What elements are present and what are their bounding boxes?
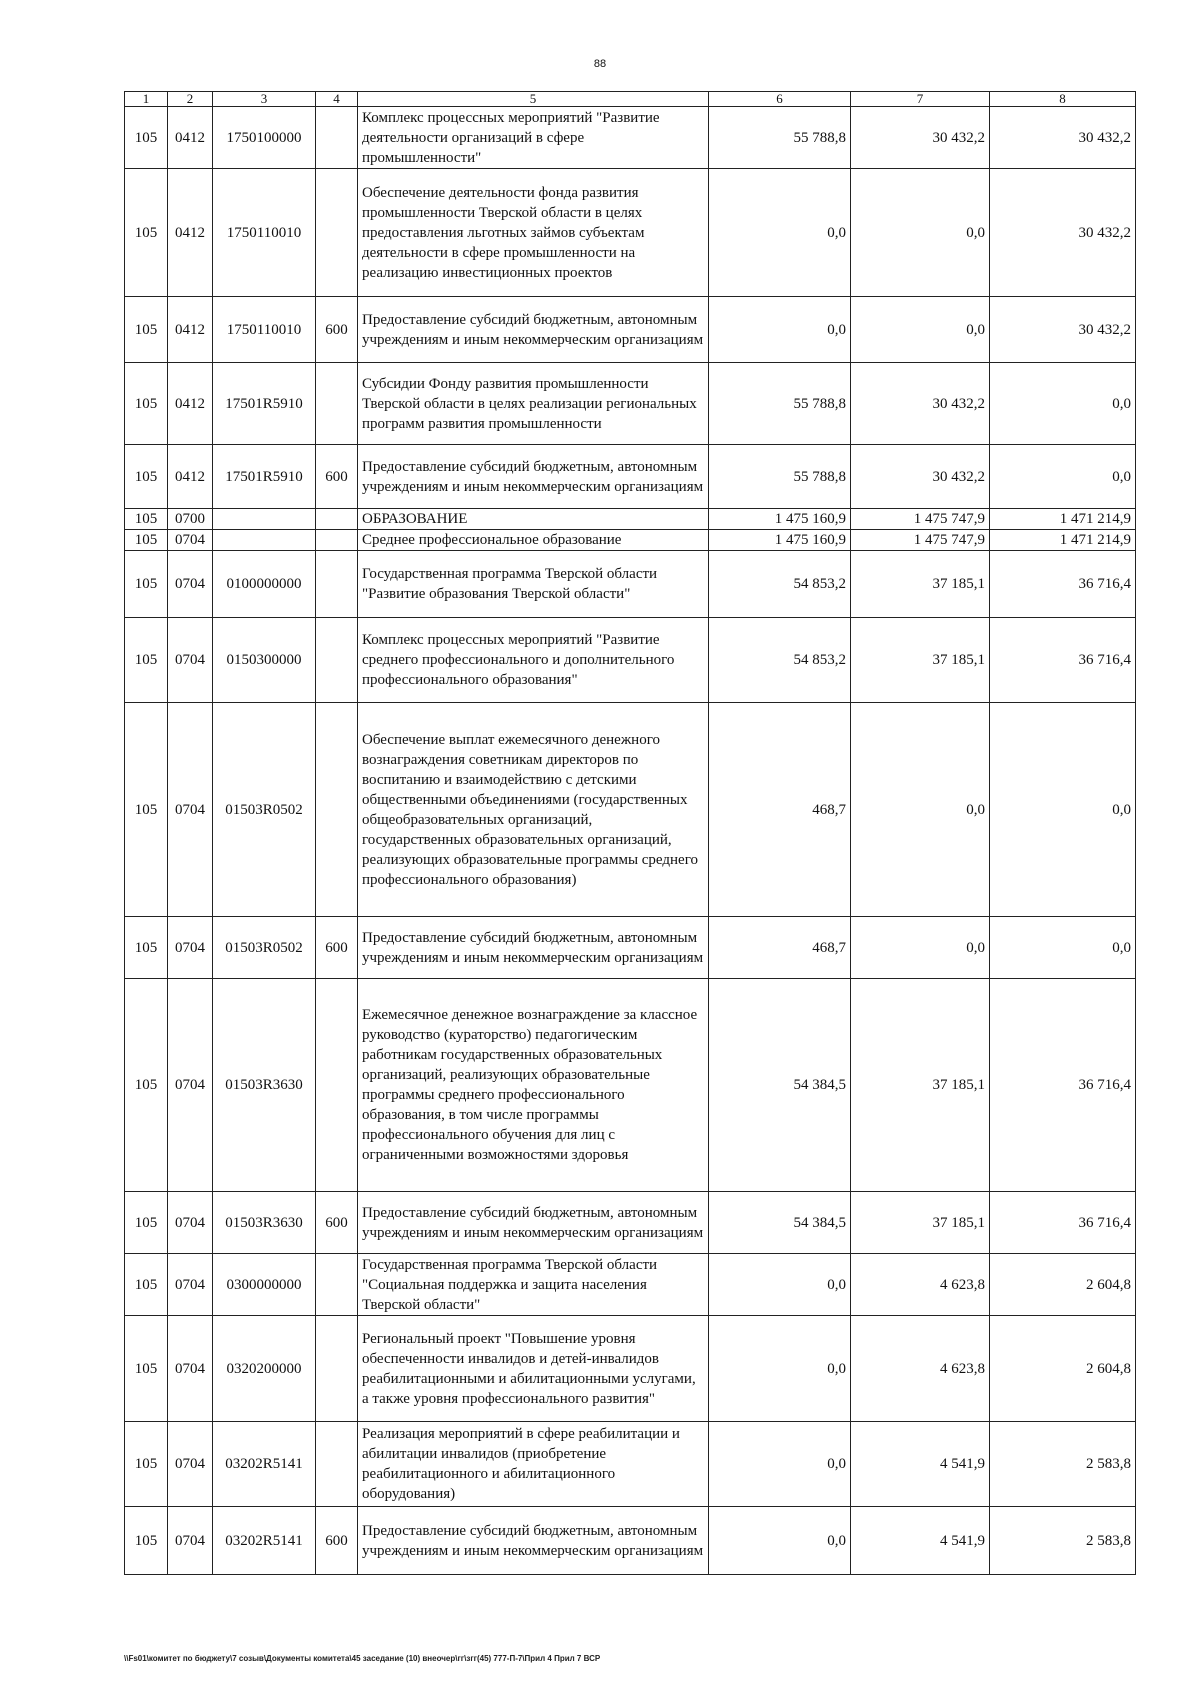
cell-amount-3: 0,0 (990, 703, 1136, 917)
table-row (125, 917, 1136, 979)
cell-admin: 105 (125, 509, 168, 530)
col-header-5: 5 (358, 92, 709, 107)
cell-section: 0412 (168, 297, 213, 363)
cell-description: Комплекс процессных мероприятий "Развитие деятельности организаций в сфере промышленности" (358, 107, 709, 169)
cell-admin: 105 (125, 703, 168, 917)
cell-expense-type: 600 (316, 1507, 358, 1575)
cell-description: Государственная программа Тверской области "Развитие образования Тверской области" (358, 551, 709, 618)
cell-admin: 105 (125, 1422, 168, 1507)
cell-amount-1: 54 853,2 (709, 618, 851, 703)
cell-target: 1750110010 (213, 169, 316, 297)
cell-target: 1750100000 (213, 107, 316, 169)
cell-amount-1: 0,0 (709, 297, 851, 363)
cell-description: Региональный проект "Повышение уровня обеспеченности инвалидов и детей-инвалидов реабилитационными и абилитационными услугами, а также уровня профессионального развития" (358, 1316, 709, 1422)
cell-admin: 105 (125, 917, 168, 979)
cell-admin: 105 (125, 1507, 168, 1575)
cell-target: 1750110010 (213, 297, 316, 363)
cell-expense-type: 600 (316, 297, 358, 363)
cell-description: Предоставление субсидий бюджетным, автономным учреждениям и иным некоммерческим организациям (358, 1507, 709, 1575)
cell-admin: 105 (125, 107, 168, 169)
cell-amount-3: 30 432,2 (990, 107, 1136, 169)
cell-amount-1: 0,0 (709, 1316, 851, 1422)
col-header-6: 6 (709, 92, 851, 107)
cell-description: Ежемесячное денежное вознаграждение за классное руководство (кураторство) педагогическим работникам государственных образовательных организаций, реализующих образовательные программы среднего профессионального образования, в том числе программы профессионального обучения для лиц с ограниченными возможностями здоровья (358, 979, 709, 1192)
table-row (125, 1316, 1136, 1422)
cell-amount-1: 55 788,8 (709, 445, 851, 509)
cell-description: Предоставление субсидий бюджетным, автономным учреждениям и иным некоммерческим организациям (358, 1192, 709, 1254)
cell-amount-2: 0,0 (851, 169, 990, 297)
table-row (125, 1254, 1136, 1316)
cell-amount-2: 0,0 (851, 917, 990, 979)
col-header-7: 7 (851, 92, 990, 107)
cell-expense-type: 600 (316, 445, 358, 509)
cell-amount-2: 37 185,1 (851, 618, 990, 703)
cell-admin: 105 (125, 1192, 168, 1254)
cell-section: 0704 (168, 551, 213, 618)
cell-amount-2: 30 432,2 (851, 445, 990, 509)
cell-target: 0100000000 (213, 551, 316, 618)
table-row (125, 530, 1136, 551)
cell-expense-type (316, 107, 358, 169)
cell-expense-type (316, 618, 358, 703)
cell-expense-type (316, 1316, 358, 1422)
cell-amount-2: 30 432,2 (851, 363, 990, 445)
cell-description: Предоставление субсидий бюджетным, автономным учреждениям и иным некоммерческим организациям (358, 445, 709, 509)
cell-description: Комплекс процессных мероприятий "Развитие среднего профессионального и дополнительного профессионального образования" (358, 618, 709, 703)
cell-section: 0704 (168, 1507, 213, 1575)
cell-admin: 105 (125, 297, 168, 363)
cell-amount-3: 1 471 214,9 (990, 509, 1136, 530)
col-header-3: 3 (213, 92, 316, 107)
col-header-8: 8 (990, 92, 1136, 107)
cell-amount-3: 2 583,8 (990, 1507, 1136, 1575)
table-row (125, 1507, 1136, 1575)
table-row (125, 1422, 1136, 1507)
col-header-4: 4 (316, 92, 358, 107)
cell-section: 0704 (168, 530, 213, 551)
cell-description: ОБРАЗОВАНИЕ (358, 509, 709, 530)
cell-amount-3: 0,0 (990, 917, 1136, 979)
budget-table (124, 91, 1136, 1575)
cell-amount-2: 37 185,1 (851, 1192, 990, 1254)
table-row (125, 618, 1136, 703)
cell-amount-2: 37 185,1 (851, 551, 990, 618)
cell-amount-2: 0,0 (851, 297, 990, 363)
cell-target: 03202R5141 (213, 1422, 316, 1507)
cell-amount-2: 37 185,1 (851, 979, 990, 1192)
cell-amount-2: 4 541,9 (851, 1422, 990, 1507)
cell-amount-1: 468,7 (709, 703, 851, 917)
cell-admin: 105 (125, 551, 168, 618)
cell-target: 0320200000 (213, 1316, 316, 1422)
table-row (125, 169, 1136, 297)
cell-target: 01503R0502 (213, 917, 316, 979)
cell-section: 0412 (168, 445, 213, 509)
cell-admin: 105 (125, 530, 168, 551)
cell-amount-3: 36 716,4 (990, 618, 1136, 703)
cell-expense-type (316, 1422, 358, 1507)
cell-expense-type (316, 530, 358, 551)
cell-target: 03202R5141 (213, 1507, 316, 1575)
cell-target (213, 509, 316, 530)
cell-amount-3: 0,0 (990, 445, 1136, 509)
table-row (125, 297, 1136, 363)
cell-amount-3: 36 716,4 (990, 1192, 1136, 1254)
table-row (125, 107, 1136, 169)
cell-section: 0704 (168, 618, 213, 703)
header-row (125, 92, 1136, 107)
cell-admin: 105 (125, 979, 168, 1192)
cell-section: 0412 (168, 363, 213, 445)
col-header-1: 1 (125, 92, 168, 107)
cell-amount-3: 2 604,8 (990, 1254, 1136, 1316)
cell-amount-3: 36 716,4 (990, 551, 1136, 618)
cell-target: 0300000000 (213, 1254, 316, 1316)
cell-target: 17501R5910 (213, 445, 316, 509)
cell-expense-type (316, 363, 358, 445)
cell-section: 0704 (168, 917, 213, 979)
cell-expense-type (316, 1254, 358, 1316)
cell-amount-2: 4 623,8 (851, 1316, 990, 1422)
cell-section: 0700 (168, 509, 213, 530)
cell-amount-3: 2 583,8 (990, 1422, 1136, 1507)
cell-expense-type (316, 509, 358, 530)
cell-description: Среднее профессиональное образование (358, 530, 709, 551)
cell-section: 0704 (168, 1316, 213, 1422)
cell-target: 01503R3630 (213, 979, 316, 1192)
cell-target (213, 530, 316, 551)
cell-section: 0412 (168, 107, 213, 169)
table-row (125, 445, 1136, 509)
cell-target: 01503R0502 (213, 703, 316, 917)
cell-amount-1: 54 384,5 (709, 979, 851, 1192)
cell-description: Предоставление субсидий бюджетным, автономным учреждениям и иным некоммерческим организациям (358, 917, 709, 979)
cell-section: 0412 (168, 169, 213, 297)
cell-description: Обеспечение выплат ежемесячного денежного вознаграждения советникам директоров по воспитанию и взаимодействию с детскими общественными объединениями (государственных общеобразовательных организаций, государственных образовательных организаций, реализующих образовательные программы среднего профессионального образования) (358, 703, 709, 917)
cell-amount-1: 468,7 (709, 917, 851, 979)
cell-amount-3: 2 604,8 (990, 1316, 1136, 1422)
cell-expense-type: 600 (316, 917, 358, 979)
cell-amount-3: 1 471 214,9 (990, 530, 1136, 551)
table-row (125, 551, 1136, 618)
cell-amount-2: 0,0 (851, 703, 990, 917)
cell-target: 0150300000 (213, 618, 316, 703)
cell-amount-1: 54 384,5 (709, 1192, 851, 1254)
cell-target: 17501R5910 (213, 363, 316, 445)
cell-amount-1: 0,0 (709, 1422, 851, 1507)
cell-amount-2: 1 475 747,9 (851, 530, 990, 551)
cell-admin: 105 (125, 1316, 168, 1422)
page-number: 88 (593, 58, 607, 70)
table-row (125, 979, 1136, 1192)
table-row (125, 703, 1136, 917)
col-header-2: 2 (168, 92, 213, 107)
cell-section: 0704 (168, 979, 213, 1192)
cell-section: 0704 (168, 1422, 213, 1507)
cell-expense-type: 600 (316, 1192, 358, 1254)
cell-expense-type (316, 169, 358, 297)
cell-amount-2: 30 432,2 (851, 107, 990, 169)
table-row (125, 1192, 1136, 1254)
file-path-footer: \\Fs01\комитет по бюджету\7 созыв\Документы комитета\45 заседание (10) внеочер\гг\згг(45) 777-П-7\Прил 4 Прил 7 ВСР (124, 1654, 601, 1663)
cell-amount-1: 1 475 160,9 (709, 509, 851, 530)
cell-section: 0704 (168, 703, 213, 917)
cell-section: 0704 (168, 1254, 213, 1316)
cell-amount-2: 1 475 747,9 (851, 509, 990, 530)
cell-amount-1: 0,0 (709, 169, 851, 297)
cell-amount-1: 54 853,2 (709, 551, 851, 618)
cell-amount-1: 55 788,8 (709, 107, 851, 169)
cell-expense-type (316, 551, 358, 618)
cell-amount-3: 30 432,2 (990, 169, 1136, 297)
cell-target: 01503R3630 (213, 1192, 316, 1254)
cell-amount-2: 4 623,8 (851, 1254, 990, 1316)
cell-admin: 105 (125, 445, 168, 509)
cell-amount-1: 1 475 160,9 (709, 530, 851, 551)
cell-description: Реализация мероприятий в сфере реабилитации и абилитации инвалидов (приобретение реабилитационного и абилитационного оборудования) (358, 1422, 709, 1507)
cell-amount-3: 30 432,2 (990, 297, 1136, 363)
cell-expense-type (316, 703, 358, 917)
cell-admin: 105 (125, 169, 168, 297)
cell-admin: 105 (125, 363, 168, 445)
cell-admin: 105 (125, 618, 168, 703)
cell-description: Предоставление субсидий бюджетным, автономным учреждениям и иным некоммерческим организациям (358, 297, 709, 363)
cell-amount-1: 0,0 (709, 1507, 851, 1575)
cell-description: Обеспечение деятельности фонда развития промышленности Тверской области в целях предоставления льготных займов субъектам деятельности в сфере промышленности на реализацию инвестиционных проектов (358, 169, 709, 297)
cell-amount-3: 36 716,4 (990, 979, 1136, 1192)
cell-amount-1: 55 788,8 (709, 363, 851, 445)
table-row (125, 363, 1136, 445)
cell-amount-3: 0,0 (990, 363, 1136, 445)
cell-description: Государственная программа Тверской области "Социальная поддержка и защита населения Тверской области" (358, 1254, 709, 1316)
cell-amount-1: 0,0 (709, 1254, 851, 1316)
cell-description: Субсидии Фонду развития промышленности Тверской области в целях реализации региональных программ развития промышленности (358, 363, 709, 445)
cell-admin: 105 (125, 1254, 168, 1316)
cell-amount-2: 4 541,9 (851, 1507, 990, 1575)
cell-section: 0704 (168, 1192, 213, 1254)
table-row (125, 509, 1136, 530)
cell-expense-type (316, 979, 358, 1192)
